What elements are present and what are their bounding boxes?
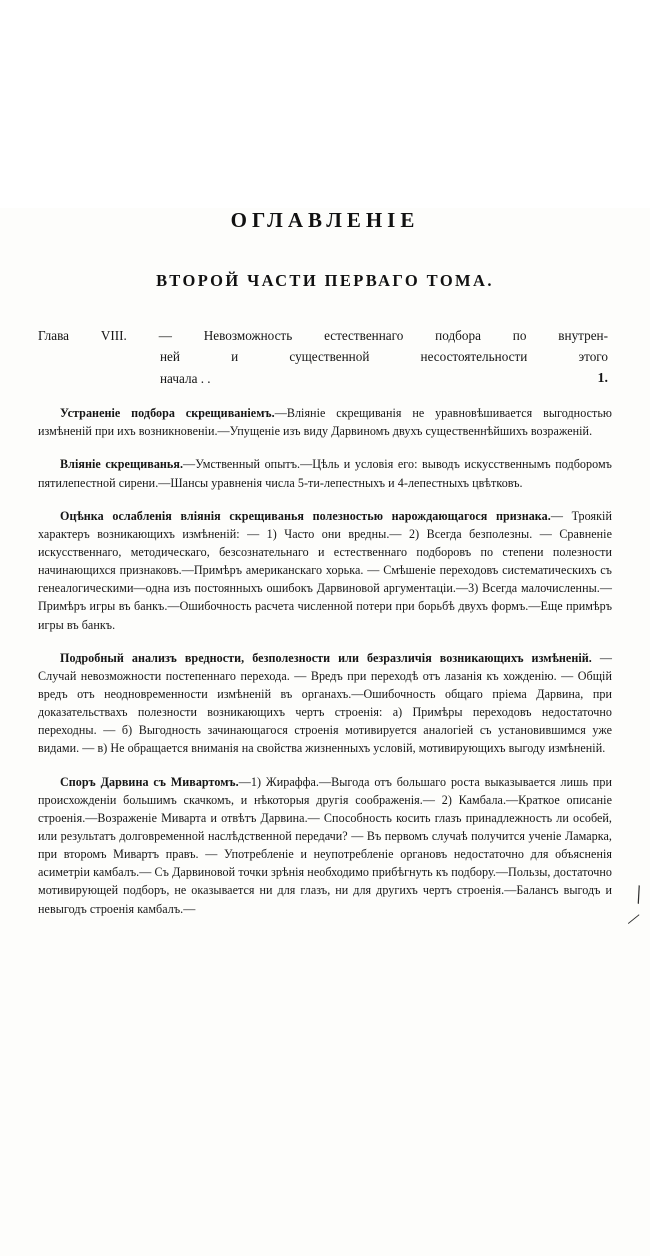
summary-paragraph [38, 455, 612, 491]
margin-pencil-mark-icon: \ [629, 879, 648, 910]
summary-paragraph [38, 404, 612, 440]
page-subtitle: ВТОРОЙ ЧАСТИ ПЕРВАГО ТОМА. [156, 271, 494, 290]
chapter-page-number: 1. [597, 370, 608, 386]
summary-paragraph-text: —1) Жираффа.—Выгода отъ большаго роста выказывается лишь при происхожденіи большимъ скачкомъ, и нѣкоторыя другія соображенія.— 2) Камбала.—Краткое описаніе строенія.—Возраженіе Миварта и отвѣтъ Дарвина.— Способность косить глазъ принадлежность ли особей, или результатъ долговременной наслѣдственной передачи? — Въ первомъ случаѣ получится ученіе Ламарка, при второмъ Мивартъ правъ. — Употребленіе и неупотребленіе органовъ недостаточно для объясненія асиметріи камбалъ.— Съ Дарвиновой точки зрѣнія необходимо прибѣгнуть къ подбору.—Пользы, достаточно мотивирующей подборъ, не оказывается ни для глазъ, ни для другихъ чертъ строенія.—Балансъ выгодъ и невыгодъ строенія камбалъ.— [38, 774, 612, 916]
summary-paragraph-text: —Вліяніе скрещиванія не уравновѣшивается выгодностью измѣненій при ихъ возникновеніи.—Упущеніе изъ виду Дарвиномъ двухъ существеннѣйшихъ возраженій. [38, 406, 612, 439]
chapter-entry-line-2: ней и существенной несостоятельности этого [160, 349, 608, 365]
summary-paragraph-lead: Устраненіе подбора скрещиваніемъ. [60, 406, 275, 421]
summary-paragraph-text: — Троякій характеръ возникающихъ измѣненій: — 1) Часто они вредны.— 2) Всегда безполезны. — Сравненіе искусственнаго, методическаго, безсознательнаго и естественнаго подборовъ по степени полезности начинающихся признаковъ.—Примѣръ американскаго хорька. — Смѣшеніе переходовъ систематическихъ съ генеалогическими—одна изъ постоянныхъ ошибокъ Дарвиновой аргументаціи.—3) Всегда малочисленны.—Примѣръ игры въ банкъ.—Ошибочность расчета численной потери при борьбѣ двухъ формъ.—Еще примѣръ игры въ банкъ. [38, 508, 612, 632]
chapter-entry-line-3-text: начала . . [160, 370, 211, 386]
summary-paragraph-lead: Споръ Дарвина съ Мивартомъ. [60, 774, 239, 789]
summary-paragraph-text: — Случай невозможности постепеннаго перехода. — Вредъ при переходѣ отъ лазанія къ хожденію. — Общій вредъ отъ неодновременности измѣненій въ органахъ.—Ошибочность общаго пріема Дарвина, при доказательствахъ полезности возникающихъ чертъ строенія: а) Примѣры переходовъ недостаточно переходны. — б) Выгодность зачинающагося строенія мотивируется аналогіей съ установившимся уже видами. — в) Не обращается вниманія на свойства жизненныхъ условій, мотивирующихъ выгоду измѣненій. [38, 650, 612, 756]
document-page [0, 208, 650, 1256]
margin-pencil-mark-secondary-icon: \ [622, 912, 645, 926]
summary-paragraph-lead: Вліяніе скрещиванья. [60, 457, 184, 472]
summary-paragraph-lead: Оцѣнка ослабленія вліянія скрещиванья полезностью нарождающагося признака. [60, 508, 551, 523]
summary-paragraph [38, 507, 612, 634]
summary-paragraph [38, 773, 612, 918]
summary-paragraph [38, 649, 612, 758]
page-title: ОГЛАВЛЕНІЕ [230, 208, 420, 232]
summary-paragraph-text: —Умственный опытъ.—Цѣль и условія его: выводъ искусственнымъ подборомъ пятилепестной сирени.—Шансы уравненія числа 5-ти-лепестныхъ и 4-лепестныхъ цвѣтковъ. [38, 457, 612, 490]
chapter-entry-line-1: Глава VIII. — Невозможность естественнаго подбора по внутрен- [38, 328, 608, 343]
summary-paragraph-lead: Подробный анализъ вредности, безполезности или безразличія возникающихъ измѣненій. [60, 650, 592, 665]
chapter-entry-line-3 [38, 368, 612, 389]
chapter-entry [38, 325, 612, 389]
